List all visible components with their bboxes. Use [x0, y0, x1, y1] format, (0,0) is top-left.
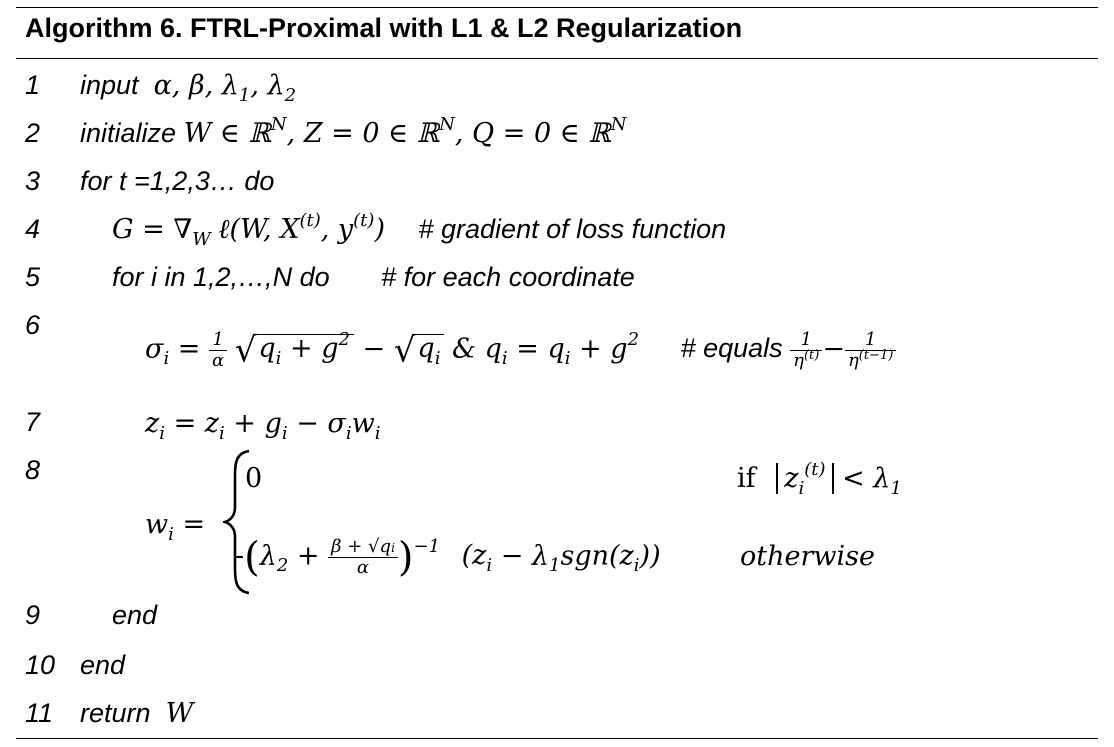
- math-g: G = ∇: [112, 214, 193, 245]
- math-sub: 2: [284, 85, 297, 106]
- fraction-beta: $\frac{\beta + √qi}{\alpha}$: [328, 537, 398, 578]
- line-number: 3: [25, 166, 41, 196]
- algo-line-11: return W: [80, 698, 194, 729]
- case-otherwise-label: otherwise: [740, 541, 875, 572]
- line-number: 5: [25, 262, 41, 292]
- math-w-init: W ∈ ℝ: [183, 118, 271, 149]
- math-sigma: σ: [145, 333, 164, 365]
- case-zero: 0: [245, 463, 263, 494]
- math-y: , y: [320, 214, 354, 245]
- algo-line-4: [112, 210, 727, 250]
- line-number: 11: [25, 698, 54, 728]
- line-number: 8: [25, 455, 41, 485]
- math-sup: N: [439, 114, 455, 135]
- algo-line-2: [80, 114, 627, 149]
- line-number: 9: [25, 600, 41, 630]
- fraction-one-over-alpha: $\frac{1}{\alpha}$: [209, 330, 227, 371]
- line-number: 7: [25, 407, 41, 437]
- line-number: 10: [25, 650, 56, 680]
- fraction-eta-t: $\frac{1}{\eta^{(t)}}$: [790, 330, 822, 371]
- math-minus: −: [353, 333, 394, 365]
- math-sub: W: [192, 229, 211, 250]
- comment-equals: # equals: [680, 333, 783, 364]
- math-amp: &: [451, 333, 485, 365]
- fraction-eta-t1: $\frac{1}{\eta^{(t-1)}}$: [845, 330, 896, 371]
- math-minus: −: [822, 333, 845, 365]
- keyword-input: input: [80, 70, 139, 100]
- title-rule: [16, 58, 1098, 59]
- loop-header: for i in 1,2,…,N do: [112, 262, 330, 292]
- line-number: 1: [25, 70, 41, 100]
- math-sup: (t): [353, 210, 375, 231]
- case-otherwise-expr: $-(\lambda_2$ + $\frac{\beta + √qi}{\alpha}$ )$^{-1}$ $(z_i - \lambda_1sgn(z_i))$: [235, 534, 661, 581]
- algo-line-7: $z_i = z_i + g_i - \sigma_iw_i$: [145, 408, 381, 444]
- sqrt-body: $q_i + g^2$: [254, 334, 354, 362]
- algo-line-3: for t =1,2,3… do: [80, 166, 275, 196]
- math-q: q: [484, 333, 502, 365]
- math-sup: 2: [627, 329, 640, 351]
- algo-line-10: end: [80, 650, 126, 680]
- sqrt-icon: √: [393, 330, 416, 371]
- algo-line-6: [145, 330, 896, 371]
- abs-z: $z_i^{(t)}$: [776, 463, 833, 494]
- math-loss: ℓ(W, X: [218, 214, 300, 245]
- case-if: if $z_i^{(t)} < \lambda_1$: [737, 459, 902, 499]
- keyword-initialize: initialize: [80, 118, 177, 148]
- algo-line-1: [80, 70, 297, 106]
- line-number: 4: [25, 214, 41, 244]
- math-plus-g: + g: [570, 333, 628, 365]
- math-sub: i: [564, 348, 571, 370]
- math-sub: i: [163, 348, 170, 370]
- algo-line-8: [145, 445, 1045, 595]
- comment-coordinate: # for each coordinate: [381, 262, 635, 292]
- line-number: 6: [25, 310, 41, 340]
- math-sup: (t): [299, 210, 321, 231]
- math-sub: 1: [238, 85, 251, 106]
- bottom-rule: [16, 738, 1098, 739]
- math-z-init: , Z = 0 ∈ ℝ: [286, 118, 440, 149]
- top-rule: [16, 7, 1098, 8]
- sqrt-icon: √: [234, 330, 257, 371]
- algorithm-title: Algorithm 6. FTRL-Proximal with L1 & L2 Regularization: [25, 13, 743, 43]
- math-update: = q: [507, 333, 565, 365]
- sqrt-body: $q_i$: [413, 334, 444, 362]
- math-sub: i: [501, 348, 508, 370]
- line-number: 2: [25, 118, 41, 148]
- math-sup: N: [610, 114, 627, 135]
- math-params: α, β, λ: [153, 70, 239, 101]
- math-sup: N: [270, 114, 287, 135]
- algo-line-5: [112, 264, 635, 291]
- comment-gradient: # gradient of loss function: [418, 214, 727, 244]
- math-q-init: , Q = 0 ∈ ℝ: [454, 118, 611, 149]
- math-eq: =: [169, 333, 209, 365]
- w-lhs: $w_i$ =: [145, 509, 206, 545]
- math-sep: , λ: [250, 70, 285, 101]
- math-close: ): [374, 214, 385, 245]
- algo-line-9: end: [112, 600, 158, 630]
